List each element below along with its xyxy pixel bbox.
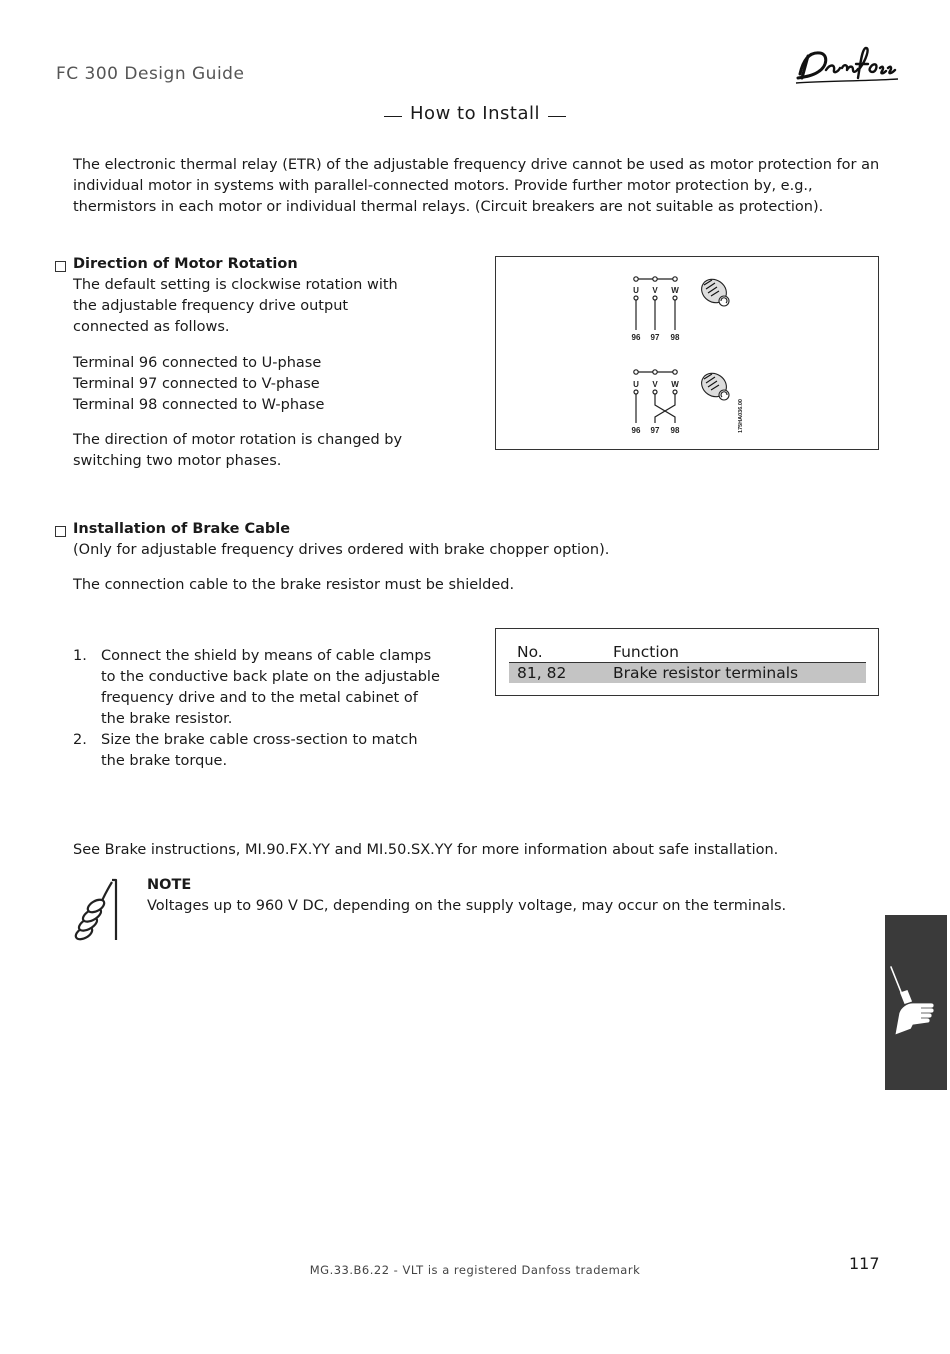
brake-subtitle: (Only for adjustable frequency drives ordered with brake chopper option).	[73, 542, 610, 558]
danfoss-logo	[794, 44, 900, 86]
terminal-label-98-top: 98	[670, 333, 680, 342]
terminal-label-96-top: 96	[631, 333, 641, 342]
document-title: FC 300 Design Guide	[56, 64, 245, 84]
terminal-label-98-bottom: 98	[670, 426, 680, 435]
terminal-line-3: Terminal 98 connected to W-phase	[73, 397, 325, 413]
list-number: 2.	[73, 732, 87, 748]
brake-shield-text: The connection cable to the brake resistor must be shielded.	[73, 577, 515, 593]
rotation-heading: Direction of Motor Rotation	[73, 256, 298, 272]
section-bullet-icon	[55, 526, 66, 537]
header-dash-right	[548, 116, 566, 117]
rotation-note: The direction of motor rotation is changed by switching two motor phases.	[73, 432, 403, 469]
rotation-text: The default setting is clockwise rotation with the adjustable frequency drive output connected as follows.	[73, 277, 398, 335]
table-header-no: No.	[517, 643, 543, 661]
section-title: How to Install	[410, 103, 540, 124]
terminal-line-2: Terminal 97 connected to V-phase	[73, 376, 320, 392]
see-also-text: See Brake instructions, MI.90.FX.YY and MI.50.SX.YY for more information about safe installation.	[73, 842, 779, 858]
phase-label-v-bottom: V	[652, 380, 658, 389]
phase-label-u-top: U	[633, 286, 639, 295]
hand-pointer-icon	[72, 878, 120, 942]
brake-heading: Installation of Brake Cable	[73, 521, 291, 537]
figure-code: 175HA036.00	[738, 399, 744, 433]
motor-icon-bottom	[697, 369, 731, 402]
phase-label-u-bottom: U	[633, 380, 639, 389]
header-dash-left	[384, 116, 402, 117]
note-label: NOTE	[147, 877, 192, 893]
table-row	[509, 663, 866, 683]
terminal-label-97-bottom: 97	[650, 426, 660, 435]
motor-icon-top	[697, 275, 731, 308]
phase-label-w-bottom: W	[671, 380, 679, 389]
brake-steps-list	[73, 646, 443, 772]
wiring-diagram	[496, 257, 878, 449]
list-item	[73, 730, 443, 772]
table-cell-no: 81, 82	[517, 664, 567, 682]
page-number: 117	[849, 1254, 880, 1273]
list-item	[73, 646, 443, 730]
section-header	[0, 103, 950, 124]
table-cell-function: Brake resistor terminals	[613, 664, 799, 682]
intro-paragraph: The electronic thermal relay (ETR) of the adjustable frequency drive cannot be used as motor protection for an individual motor in systems with parallel-connected motors. Provide further motor protection by, e.g., thermistors in each motor or individual thermal relays. (Circuit breakers are not suitable as protection).	[73, 157, 880, 215]
note-text: Voltages up to 960 V DC, depending on the supply voltage, may occur on the terminals.	[147, 898, 787, 914]
terminal-label-96-bottom: 96	[631, 426, 641, 435]
phase-label-v-top: V	[652, 286, 658, 295]
list-text: Size the brake cable cross-section to match the brake torque.	[101, 732, 418, 769]
screwdriver-hand-icon	[885, 915, 947, 1090]
list-text: Connect the shield by means of cable clamps to the conductive back plate on the adjustable frequency drive and to the metal cabinet of the brake resistor.	[101, 648, 440, 727]
footer-text: MG.33.B6.22 - VLT is a registered Danfoss trademark	[309, 1263, 641, 1277]
chapter-side-tab	[885, 915, 947, 1090]
motor-rotation-figure	[495, 256, 879, 450]
table-header-row	[509, 642, 866, 663]
list-number: 1.	[73, 648, 87, 664]
phase-label-w-top: W	[671, 286, 679, 295]
section-bullet-icon	[55, 261, 66, 272]
terminal-label-97-top: 97	[650, 333, 660, 342]
terminal-line-1: Terminal 96 connected to U-phase	[73, 355, 322, 371]
table-header-function: Function	[613, 643, 679, 661]
